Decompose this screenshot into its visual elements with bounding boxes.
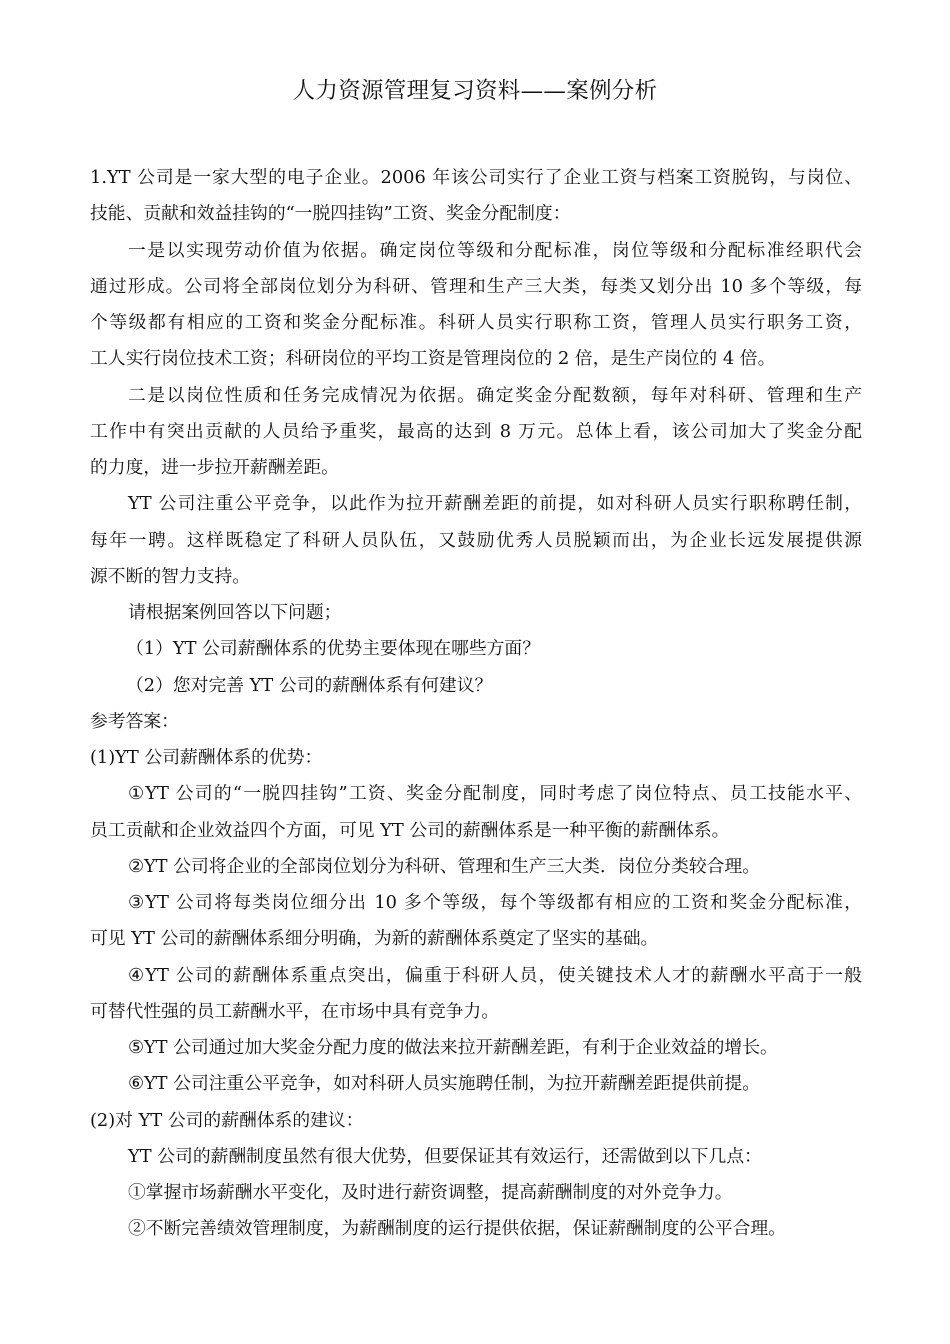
text-line: ②YT 公司将企业的全部岗位划分为科研、管理和生产三大类．岗位分类较合理。 <box>128 855 760 877</box>
text-line: 源不断的智力支持。 <box>90 565 251 587</box>
text-line: ①YT 公司的“一脱四挂钩”工资、奖金分配制度，同时考虑了岗位特点、员工技能水平、 <box>128 783 862 805</box>
text-line: 通过形成。公司将全部岗位划分为科研、管理和生产三大类，每类又划分出 10 多个等级，每 <box>90 275 862 297</box>
text-line: YT 公司注重公平竞争，以此作为拉开薪酬差距的前提，如对科研人员实行职称聘任制， <box>128 493 862 515</box>
text-line: 工作中有突出贡献的人员给予重奖，最高的达到 8 万元。总体上看，该公司加大了奖金分配 <box>90 420 862 442</box>
document-title: 人力资源管理复习资料——案例分析 <box>292 78 658 104</box>
document-body <box>90 160 862 1248</box>
text-line: ④YT 公司的薪酬体系重点突出，偏重于科研人员，使关键技术人才的薪酬水平高于一般 <box>128 964 862 986</box>
text-line: (1)YT 公司薪酬体系的优势： <box>90 747 323 768</box>
text-line: ②不断完善绩效管理制度，为薪酬制度的运行提供依据，保证薪酬制度的公平合理。 <box>128 1218 786 1240</box>
text-line: 可见 YT 公司的薪酬体系细分明确，为新的薪酬体系奠定了坚实的基础。 <box>90 928 659 950</box>
text-line: 工人实行岗位技术工资；科研岗位的平均工资是管理岗位的 2 倍，是生产岗位的 4 倍。 <box>90 348 776 370</box>
text-line: 1.YT 公司是一家大型的电子企业。2006 年该公司实行了企业工资与档案工资脱钩，与岗位、 <box>90 167 862 188</box>
text-line: （2）您对完善 YT 公司的薪酬体系有何建议？ <box>126 674 493 696</box>
text-line: 一是以实现劳动价值为依据。确定岗位等级和分配标准，岗位等级和分配标准经职代会 <box>128 239 862 261</box>
text-line: 每年一聘。这样既稳定了科研人员队伍，又鼓励优秀人员脱颖而出，为企业长远发展提供源 <box>90 529 862 551</box>
text-line: ③YT 公司将每类岗位细分出 10 多个等级，每个等级都有相应的工资和奖金分配标准， <box>128 892 862 913</box>
text-line: ⑥YT 公司注重公平竞争，如对科研人员实施聘任制，为拉开薪酬差距提供前提。 <box>128 1073 760 1095</box>
text-line: （1）YT 公司薪酬体系的优势主要体现在哪些方面？ <box>126 638 540 660</box>
text-line: (2)对 YT 公司的薪酬体系的建议： <box>90 1109 364 1131</box>
text-line: 个等级都有相应的工资和奖金分配标准。科研人员实行职称工资，管理人员实行职务工资， <box>90 312 862 333</box>
text-line: 二是以岗位性质和任务完成情况为依据。确定奖金分配数额，每年对科研、管理和生产 <box>128 384 862 406</box>
text-line: 技能、贡献和效益挂钩的“一脱四挂钩”工资、奖金分配制度： <box>90 203 571 225</box>
text-line: 请根据案例回答以下问题； <box>128 602 342 623</box>
text-line: 参考答案： <box>90 710 179 732</box>
text-line: 的力度，进一步拉开薪酬差距。 <box>90 457 339 478</box>
text-line: ⑤YT 公司通过加大奖金分配力度的做法来拉开薪酬差距，有利于企业效益的增长。 <box>128 1037 778 1058</box>
text-line: 员工贡献和企业效益四个方面，可见 YT 公司的薪酬体系是一种平衡的薪酬体系。 <box>90 819 730 841</box>
text-line: YT 公司的薪酬制度虽然有很大优势，但要保证其有效运行，还需做到以下几点： <box>128 1145 762 1167</box>
text-line: 可替代性强的员工薪酬水平，在市场中具有竞争力。 <box>90 1000 499 1022</box>
text-line: ①掌握市场薪酬水平变化，及时进行薪资调整，提高薪酬制度的对外竞争力。 <box>128 1182 733 1203</box>
